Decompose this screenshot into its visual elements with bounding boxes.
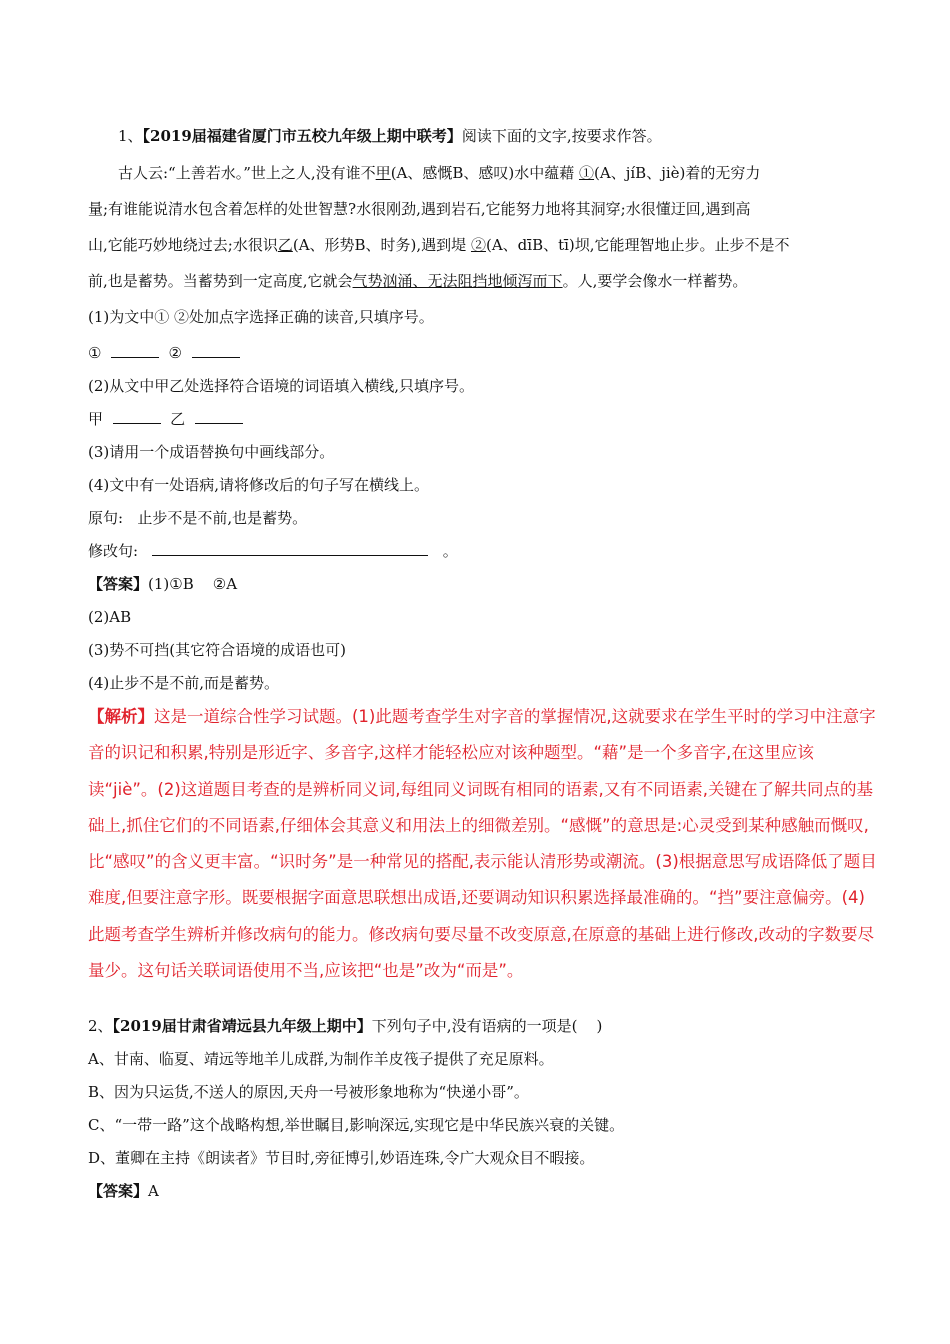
- underlined-phrase: 气势汹涌、无法阻挡地倾泻而下: [352, 272, 563, 290]
- passage-text: (A、jíB、jiè)着的无穷力: [594, 164, 761, 182]
- answer-blank[interactable]: [192, 343, 240, 358]
- blank-label-2: ②: [168, 344, 182, 362]
- revised-end-mark: 。: [442, 542, 458, 560]
- passage-text: 前,也是蓄势。当蓄势到一定高度,它就会: [88, 272, 353, 290]
- answer-label: 【答案】: [88, 575, 149, 593]
- sub-question-1-blanks: [88, 343, 240, 363]
- analysis-label: 【解析】: [88, 707, 154, 726]
- revised-label: 修改句:: [88, 542, 139, 560]
- sub-question-1: (1)为文中① ②处加点字选择正确的读音,只填序号。: [88, 308, 434, 326]
- passage-text: 。人,要学会像水一样蓄势。: [562, 272, 748, 290]
- blank-label-1: ①: [88, 344, 102, 362]
- mark-2: ②: [470, 236, 486, 254]
- q2-option-d: D、董卿在主持《朗读者》节目时,旁征博引,妙语连珠,令广大观众目不暇接。: [88, 1149, 595, 1167]
- passage-text: 量;有谁能说清水包含着怎样的处世智慧?水很刚劲,遇到岩石,它能努力地将其洞穿;水很懂迂回,遇到高: [88, 200, 751, 218]
- q2-option-b: B、因为只运货,不送人的原因,天舟一号被形象地称为“快递小哥”。: [88, 1083, 529, 1101]
- analysis-text: 这是一道综合性学习试题。(1)此题考查学生对字音的掌握情况,这就要求在学生平时的学习中注意字音的识记和积累,特别是形近字、多音字,这样才能轻松应对该种题型。“藉”是一个多音字,在这里应该读“jiè”。(2)这道题目考查的是辨析同义词,每组同义词既有相同的语素,又有不同语素,关键在了解共同点的基础上,抓住它们的不同语素,仔细体会其意义和用法上的细微差别。“感慨”的意思是:心灵受到某种感触而慨叹,比“感叹”的含义更丰富。“识时务”是一种常见的搭配,表示能认清形势或潮流。(3)根据意思写成语降低了题目难度,但要注意字形。既要根据字面意思联想出成语,还要调动知识积累选择最准确的。“挡”要注意偏旁。(4)此题考查学生辨析并修改病句的能力。修改病句要尽量不改变原意,在原意的基础上进行修改,改动的字数要尽量少。这句话关联词语使用不当,应该把“也是”改为“而是”。: [88, 707, 877, 981]
- passage-line-2: [88, 199, 750, 219]
- blank-label-jia: 甲: [88, 410, 104, 428]
- passage-line-4: [88, 271, 747, 291]
- answer-text: (1)①B ②A: [148, 575, 238, 593]
- original-label: 原句:: [88, 509, 124, 527]
- q1-header: [118, 126, 662, 146]
- original-sentence: 止步不是不前,也是蓄势。: [137, 509, 308, 527]
- answer-blank[interactable]: [113, 409, 161, 424]
- mark-yi: 乙: [277, 236, 293, 254]
- passage-text: (A、dīB、tī)坝,它能理智地止步。止步不是不: [485, 236, 790, 254]
- revised-sentence-row: [88, 541, 458, 561]
- sub-question-2-blanks: [88, 409, 243, 429]
- q2-answer-row: [88, 1181, 159, 1201]
- answer-label: 【答案】: [88, 1182, 149, 1200]
- passage-text: 古人云:“上善若水。”世上之人,没有谁不: [118, 164, 376, 182]
- passage-line-3: [88, 235, 790, 255]
- q2-option-c: C、“一带一路”这个战略构想,举世瞩目,影响深远,实现它是中华民族兴衰的关键。: [88, 1116, 625, 1134]
- answer-text: A: [148, 1182, 159, 1200]
- passage-line-1: [118, 163, 760, 183]
- q1-source: 【2019届福建省厦门市五校九年级上期中联考】: [142, 127, 462, 145]
- q1-number: 1、: [118, 127, 143, 145]
- passage-text: (A、感慨B、感叹)水中蕴藉: [390, 164, 575, 182]
- answer-blank[interactable]: [195, 409, 243, 424]
- q2-question: 下列句子中,没有语病的一项是( ): [371, 1017, 603, 1035]
- blank-label-yi: 乙: [170, 410, 186, 428]
- sub-question-2: (2)从文中甲乙处选择符合语境的词语填入横线,只填序号。: [88, 377, 475, 395]
- analysis-paragraph: [88, 699, 878, 989]
- q2-source: 【2019届甘肃省靖远县九年级上期中】: [112, 1017, 372, 1035]
- original-sentence-row: [88, 508, 307, 528]
- answer-row-2: (2)AB: [88, 608, 132, 626]
- answer-blank[interactable]: [111, 343, 159, 358]
- answer-row-1: [88, 574, 237, 594]
- q2-number: 2、: [88, 1017, 113, 1035]
- sub-question-4: (4)文中有一处语病,请将修改后的句子写在横线上。: [88, 476, 430, 494]
- answer-row-3: (3)势不可挡(其它符合语境的成语也可): [88, 641, 346, 659]
- q2-header: [88, 1016, 602, 1036]
- mark-1: ①: [579, 164, 595, 182]
- mark-jia: 甲: [375, 164, 391, 182]
- sub-question-3: (3)请用一个成语替换句中画线部分。: [88, 443, 335, 461]
- q2-option-a: A、甘南、临夏、靖远等地羊儿成群,为制作羊皮筏子提供了充足原料。: [88, 1050, 554, 1068]
- passage-text: (A、形势B、时务),遇到堤: [292, 236, 467, 254]
- revised-answer-blank[interactable]: [152, 541, 428, 556]
- passage-text: 山,它能巧妙地绕过去;水很识: [88, 236, 278, 254]
- answer-row-4: (4)止步不是不前,而是蓄势。: [88, 674, 280, 692]
- q1-instruction: 阅读下面的文字,按要求作答。: [461, 127, 662, 145]
